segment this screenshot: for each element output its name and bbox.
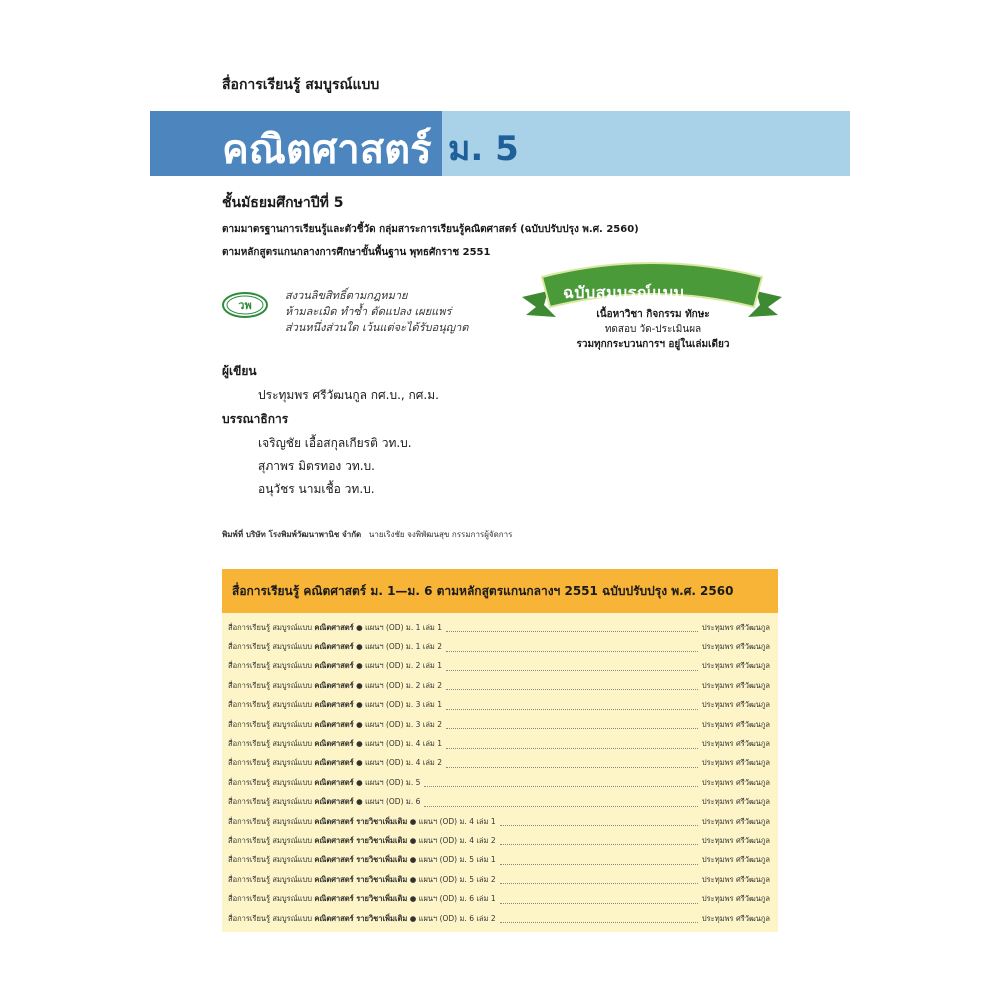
catalog-row-author: ประทุมพร ศรีวัฒนกูล xyxy=(701,642,770,652)
catalog-row-subject: คณิตศาสตร์ xyxy=(314,777,354,787)
catalog-list xyxy=(228,618,770,928)
catalog-row xyxy=(228,909,770,928)
catalog-row-prefix: สื่อการเรียนรู้ สมบูรณ์แบบ xyxy=(228,797,313,807)
catalog-row-author: ประทุมพร ศรีวัฒนกูล xyxy=(701,719,770,729)
catalog-row-leader xyxy=(446,740,698,749)
copyright-line: ห้ามละเมิด ทำซ้ำ ดัดแปลง เผยแพร่ xyxy=(285,305,452,318)
catalog-row-title xyxy=(228,738,442,750)
catalog-row-subject: คณิตศาสตร์ xyxy=(314,739,354,749)
catalog-row xyxy=(228,637,770,656)
author-heading: ผู้เขียน xyxy=(222,364,257,378)
catalog-row-subject: คณิตศาสตร์ xyxy=(314,680,354,690)
catalog-row-prefix: สื่อการเรียนรู้ สมบูรณ์แบบ xyxy=(228,913,313,923)
catalog-row-prefix: สื่อการเรียนรู้ สมบูรณ์แบบ xyxy=(228,661,313,671)
catalog-row-author: ประทุมพร ศรีวัฒนกูล xyxy=(701,680,770,690)
standards-line-2: ตามหลักสูตรแกนกลางการศึกษาขั้นพื้นฐาน พุทธศักราช 2551 xyxy=(222,247,491,258)
catalog-row-subject: คณิตศาสตร์ รายวิชาเพิ่มเติม xyxy=(314,855,408,865)
catalog-box xyxy=(222,569,778,932)
catalog-row-detail: ● แผนฯ (OD) ม. 1 เล่ม 2 xyxy=(356,642,443,652)
catalog-row-title xyxy=(228,622,442,634)
catalog-row xyxy=(228,793,770,812)
catalog-row-title xyxy=(228,874,496,886)
catalog-row-prefix: สื่อการเรียนรู้ สมบูรณ์แบบ xyxy=(228,835,313,845)
catalog-row-author: ประทุมพร ศรีวัฒนกูล xyxy=(701,874,770,884)
badge-line-1: เนื้อหาวิชา กิจกรรม ทักษะ xyxy=(596,309,710,320)
catalog-row-leader xyxy=(446,759,698,768)
catalog-row-leader xyxy=(446,681,698,690)
catalog-row-prefix: สื่อการเรียนรู้ สมบูรณ์แบบ xyxy=(228,816,313,826)
catalog-row-prefix: สื่อการเรียนรู้ สมบูรณ์แบบ xyxy=(228,739,313,749)
catalog-row-leader xyxy=(446,701,698,710)
publisher-logo-text: วพ xyxy=(238,299,252,312)
printer-manager: นายเริงชัย จงพิพัฒนสุข กรรมการผู้จัดการ xyxy=(368,530,513,539)
catalog-row-prefix: สื่อการเรียนรู้ สมบูรณ์แบบ xyxy=(228,777,313,787)
editor-name: อนุวัชร นามเชื้อ วท.บ. xyxy=(258,482,375,496)
catalog-row-author: ประทุมพร ศรีวัฒนกูล xyxy=(701,894,770,904)
publisher-logo-icon xyxy=(222,292,268,318)
catalog-row xyxy=(228,889,770,908)
badge-line-3: รวมทุกกระบวนการฯ อยู่ในเล่มเดียว xyxy=(576,339,730,350)
catalog-row-detail: ● แผนฯ (OD) ม. 4 เล่ม 2 xyxy=(409,835,496,845)
catalog-row-leader xyxy=(446,662,698,671)
title-banner xyxy=(150,111,850,176)
catalog-row xyxy=(228,734,770,753)
standards-line-1: ตามมาตรฐานการเรียนรู้และตัวชี้วัด กลุ่มสาระการเรียนรู้คณิตศาสตร์ (ฉบับปรับปรุง พ.ศ. 2560) xyxy=(222,224,639,235)
catalog-row-author: ประทุมพร ศรีวัฒนกูล xyxy=(701,739,770,749)
catalog-row-author: ประทุมพร ศรีวัฒนกูล xyxy=(701,758,770,768)
catalog-row-detail: ● แผนฯ (OD) ม. 5 เล่ม 1 xyxy=(409,855,496,865)
catalog-row-leader xyxy=(446,720,698,729)
catalog-row-title xyxy=(228,777,420,789)
catalog-row-leader xyxy=(424,778,698,787)
catalog-row-detail: ● แผนฯ (OD) ม. 4 เล่ม 1 xyxy=(409,816,496,826)
editor-name: เจริญชัย เอื้อสกุลเกียรติ วท.บ. xyxy=(258,436,412,450)
catalog-row xyxy=(228,773,770,792)
catalog-row-leader xyxy=(446,623,698,632)
catalog-row-detail: ● แผนฯ (OD) ม. 3 เล่ม 1 xyxy=(356,700,443,710)
catalog-row-title xyxy=(228,796,420,808)
catalog-row xyxy=(228,676,770,695)
catalog-row-title xyxy=(228,913,496,925)
catalog-row-subject: คณิตศาสตร์ xyxy=(314,797,354,807)
catalog-row-subject: คณิตศาสตร์ รายวิชาเพิ่มเติม xyxy=(314,913,408,923)
catalog-row-title xyxy=(228,893,496,905)
author-name: ประทุมพร ศรีวัฒนกูล กศ.บ., กศ.ม. xyxy=(258,388,439,402)
catalog-row-subject: คณิตศาสตร์ รายวิชาเพิ่มเติม xyxy=(314,816,408,826)
catalog-row-leader xyxy=(500,817,698,826)
catalog-row-detail: ● แผนฯ (OD) ม. 2 เล่ม 2 xyxy=(356,680,443,690)
catalog-row-author: ประทุมพร ศรีวัฒนกูล xyxy=(701,777,770,787)
catalog-row xyxy=(228,870,770,889)
catalog-row-subject: คณิตศาสตร์ xyxy=(314,700,354,710)
badge-line-2: ทดสอบ วัด-ประเมินผล xyxy=(604,324,702,335)
catalog-row-leader xyxy=(500,856,698,865)
editor-name: สุภาพร มิตรทอง วท.บ. xyxy=(258,459,375,473)
catalog-row-title xyxy=(228,680,442,692)
catalog-row xyxy=(228,657,770,676)
catalog-row-title xyxy=(228,854,496,866)
catalog-row-leader xyxy=(446,643,698,652)
catalog-row-title xyxy=(228,660,442,672)
grade-level-heading: ชั้นมัธยมศึกษาปีที่ 5 xyxy=(222,195,344,211)
catalog-row-author: ประทุมพร ศรีวัฒนกูล xyxy=(701,913,770,923)
catalog-row-subject: คณิตศาสตร์ รายวิชาเพิ่มเติม xyxy=(314,894,408,904)
catalog-row-author: ประทุมพร ศรีวัฒนกูล xyxy=(701,700,770,710)
catalog-row xyxy=(228,851,770,870)
catalog-row-leader xyxy=(500,836,698,845)
catalog-row-subject: คณิตศาสตร์ xyxy=(314,719,354,729)
catalog-row-author: ประทุมพร ศรีวัฒนกูล xyxy=(701,661,770,671)
catalog-row-subject: คณิตศาสตร์ xyxy=(314,622,354,632)
catalog-row-prefix: สื่อการเรียนรู้ สมบูรณ์แบบ xyxy=(228,894,313,904)
catalog-row-detail: ● แผนฯ (OD) ม. 5 เล่ม 2 xyxy=(409,874,496,884)
catalog-header xyxy=(222,569,778,613)
editor-heading: บรรณาธิการ xyxy=(222,412,289,426)
catalog-row-prefix: สื่อการเรียนรู้ สมบูรณ์แบบ xyxy=(228,700,313,710)
catalog-row-subject: คณิตศาสตร์ รายวิชาเพิ่มเติม xyxy=(314,874,408,884)
catalog-row-author: ประทุมพร ศรีวัฒนกูล xyxy=(701,797,770,807)
catalog-row-leader xyxy=(500,914,698,923)
catalog-row-prefix: สื่อการเรียนรู้ สมบูรณ์แบบ xyxy=(228,758,313,768)
catalog-row-detail: ● แผนฯ (OD) ม. 6 เล่ม 1 xyxy=(409,894,496,904)
catalog-title: สื่อการเรียนรู้ คณิตศาสตร์ ม. 1—ม. 6 ตามหลักสูตรแกนกลางฯ 2551 ฉบับปรับปรุง พ.ศ. 2560 xyxy=(232,584,734,598)
catalog-row-title xyxy=(228,699,442,711)
catalog-row-title xyxy=(228,757,442,769)
catalog-row xyxy=(228,812,770,831)
catalog-row-leader xyxy=(424,798,698,807)
catalog-row xyxy=(228,754,770,773)
copyright-line: ส่วนหนึ่งส่วนใด เว้นแต่จะได้รับอนุญาต xyxy=(285,321,469,334)
catalog-row-author: ประทุมพร ศรีวัฒนกูล xyxy=(701,816,770,826)
catalog-row-prefix: สื่อการเรียนรู้ สมบูรณ์แบบ xyxy=(228,874,313,884)
catalog-row-title xyxy=(228,719,442,731)
catalog-row-author: ประทุมพร ศรีวัฒนกูล xyxy=(701,835,770,845)
catalog-row-prefix: สื่อการเรียนรู้ สมบูรณ์แบบ xyxy=(228,642,313,652)
copyright-notice xyxy=(285,288,468,336)
catalog-row-author: ประทุมพร ศรีวัฒนกูล xyxy=(701,622,770,632)
catalog-row-detail: ● แผนฯ (OD) ม. 6 xyxy=(356,797,421,807)
book-title: คณิตศาสตร์ xyxy=(222,127,432,173)
series-label: สื่อการเรียนรู้ สมบูรณ์แบบ xyxy=(222,77,380,93)
catalog-row-subject: คณิตศาสตร์ รายวิชาเพิ่มเติม xyxy=(314,835,408,845)
catalog-row xyxy=(228,715,770,734)
catalog-row-detail: ● แผนฯ (OD) ม. 6 เล่ม 2 xyxy=(409,913,496,923)
catalog-row-subject: คณิตศาสตร์ xyxy=(314,758,354,768)
catalog-row-title xyxy=(228,816,496,828)
printer-label: พิมพ์ที่ บริษัท โรงพิมพ์วัฒนาพานิช จำกัด xyxy=(222,530,362,539)
badge-title: ฉบับสมบูรณ์แบบ xyxy=(563,283,685,302)
catalog-row xyxy=(228,618,770,637)
catalog-row-detail: ● แผนฯ (OD) ม. 2 เล่ม 1 xyxy=(356,661,443,671)
catalog-row-subject: คณิตศาสตร์ xyxy=(314,661,354,671)
catalog-row-title xyxy=(228,641,442,653)
printer-info xyxy=(222,528,512,541)
catalog-row-title xyxy=(228,835,496,847)
catalog-row-subject: คณิตศาสตร์ xyxy=(314,642,354,652)
catalog-row-detail: ● แผนฯ (OD) ม. 1 เล่ม 1 xyxy=(356,622,443,632)
catalog-row-detail: ● แผนฯ (OD) ม. 3 เล่ม 2 xyxy=(356,719,443,729)
catalog-row xyxy=(228,831,770,850)
catalog-row-detail: ● แผนฯ (OD) ม. 4 เล่ม 2 xyxy=(356,758,443,768)
catalog-row-detail: ● แผนฯ (OD) ม. 4 เล่ม 1 xyxy=(356,739,443,749)
book-grade: ม. 5 xyxy=(448,129,519,169)
catalog-row-prefix: สื่อการเรียนรู้ สมบูรณ์แบบ xyxy=(228,680,313,690)
catalog-row-prefix: สื่อการเรียนรู้ สมบูรณ์แบบ xyxy=(228,622,313,632)
catalog-row-author: ประทุมพร ศรีวัฒนกูล xyxy=(701,855,770,865)
catalog-row-detail: ● แผนฯ (OD) ม. 5 xyxy=(356,777,421,787)
catalog-row-prefix: สื่อการเรียนรู้ สมบูรณ์แบบ xyxy=(228,855,313,865)
catalog-row xyxy=(228,696,770,715)
copyright-line: สงวนลิขสิทธิ์ตามกฎหมาย xyxy=(285,289,408,302)
catalog-row-leader xyxy=(500,875,698,884)
catalog-row-prefix: สื่อการเรียนรู้ สมบูรณ์แบบ xyxy=(228,719,313,729)
catalog-row-leader xyxy=(500,895,698,904)
